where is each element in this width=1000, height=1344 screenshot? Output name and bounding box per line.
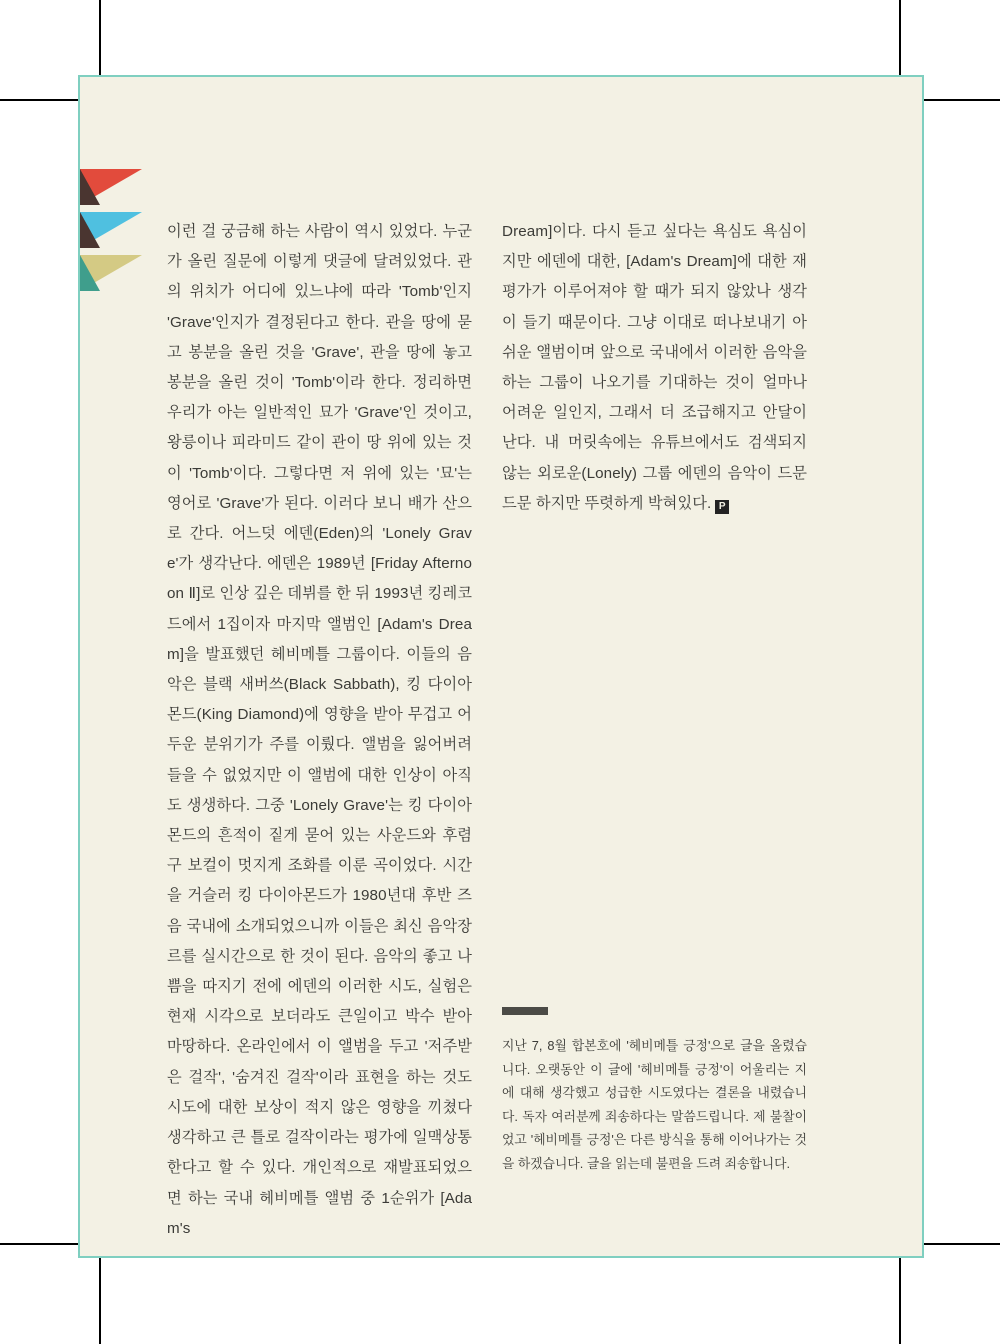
magazine-page — [78, 75, 924, 1258]
cropmark-top-right — [899, 0, 901, 75]
cropmark-right-top — [924, 99, 1000, 101]
decorative-flags — [80, 169, 150, 299]
cropmark-bottom-right — [899, 1258, 901, 1344]
article-body-right — [502, 217, 807, 519]
cropmark-top-left — [99, 0, 101, 75]
article-column-left — [167, 217, 472, 1244]
cropmark-right-bottom — [924, 1243, 1000, 1245]
decor-flag-khaki — [80, 255, 142, 291]
decor-flag-blue — [80, 212, 142, 248]
footnote-block — [502, 1007, 807, 1175]
footnote-text: 지난 7, 8월 합본호에 '헤비메틀 긍정'으로 글을 올렸습니다. 오랫동안 이 글에 '헤비메틀 긍정'이 어울리는 지에 대해 생각했고 성급한 시도였다는 결론을 내렸습니다. 독자 여러분께 죄송하다는 말씀드립니다. 제 불찰이었고 '헤비메틀 긍정'은 다른 방식을 통해 이어나가는 것을 하겠습니다. 글을 읽는데 불편을 드려 죄송합니다. — [502, 1038, 807, 1171]
article-body-right-text: Dream]이다. 다시 듣고 싶다는 욕심도 욕심이지만 에덴에 대한, [Adam's Dream]에 대한 재평가가 이루어져야 할 때가 되지 않았나 생각이 들기 때문이다. 그냥 이대로 떠나보내기 아쉬운 앨범이며 앞으로 국내에서 이러한 음악을 하는 그룹이 나오기를 기대하는 것이 얼마나 어려운 일인지, 그래서 더 조급해지고 안달이 난다. 내 머릿속에는 유튜브에서도 검색되지 않는 외로운(Lonely) 그룹 에덴의 음악이 드문드문 하지만 뚜렷하게 박혀있다. — [502, 223, 807, 512]
decor-flag-red — [80, 169, 142, 205]
cropmark-left-bottom — [0, 1243, 78, 1245]
cropmark-bottom-left — [99, 1258, 101, 1344]
footnote-rule — [502, 1007, 548, 1015]
end-of-article-marker-icon: P — [715, 500, 729, 514]
cropmark-left-top — [0, 99, 78, 101]
article-body-left: 이런 걸 궁금해 하는 사람이 역시 있었다. 누군가 올린 질문에 이렇게 댓글에 달려있었다. 관의 위치가 어디에 있느냐에 따라 'Tomb'인지 'Grave'인지가 결정된다고 한다. 관을 땅에 묻고 봉분을 올린 것을 'Grave', 관을 땅에 놓고 봉분을 올린 것이 'Tomb'이라 한다. 정리하면 우리가 아는 일반적인 묘가 'Grave'인 것이고, 왕릉이나 피라미드 같이 관이 땅 위에 있는 것이 'Tomb'이다. 그렇다면 저 위에 있는 '묘'는 영어로 'Grave'가 된다. 이러다 보니 배가 산으로 간다. 어느덧 에덴(Eden)의 'Lonely Grave'가 생각난다. 에덴은 1989년 [Friday Afternoon Ⅱ]로 인상 깊은 데뷔를 한 뒤 1993년 킹레코드에서 1집이자 마지막 앨범인 [Adam's Dream]을 발표했던 헤비메틀 그룹이다. 이들의 음악은 블랙 새버쓰(Black Sabbath), 킹 다이아몬드(King Diamond)에 영향을 받아 무겁고 어두운 분위기가 주를 이뤘다. 앨범을 잃어버려 들을 수 없었지만 이 앨범에 대한 인상이 아직도 생생하다. 그중 'Lonely Grave'는 킹 다이아몬드의 흔적이 짙게 묻어 있는 사운드와 후렴구 보컬이 멋지게 조화를 이룬 곡이었다. 시간을 거슬러 킹 다이아몬드가 1980년대 후반 즈음 국내에 소개되었으니까 이들은 최신 음악장르를 실시간으로 한 것이 된다. 음악의 좋고 나쁨을 따지기 전에 에덴의 이러한 시도, 실험은 현재 시각으로 보더라도 큰일이고 박수 받아 마땅하다. 온라인에서 이 앨범을 두고 '저주받은 걸작', '숨겨진 걸작'이라 표현을 하는 것도 시도에 대한 보상이 적지 않은 영향을 끼쳤다 생각하고 큰 틀로 걸작이라는 평가에 일맥상통한다고 할 수 있다. 개인적으로 재발표되었으면 하는 국내 헤비메틀 앨범 중 1순위가 [Adam's — [167, 223, 472, 1237]
